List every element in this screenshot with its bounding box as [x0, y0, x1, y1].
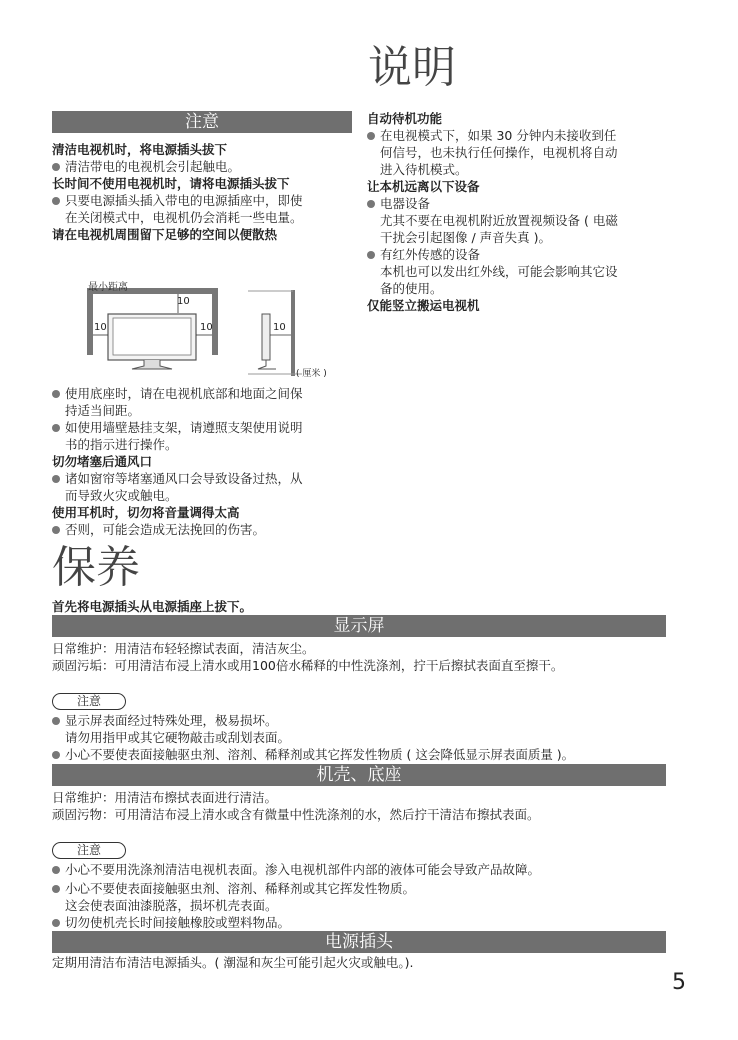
clearance-diagram [52, 270, 352, 380]
left-bullet-3-cont: 持适当间距。 [65, 403, 141, 418]
clearance-top-label: 10 [177, 296, 190, 307]
plug-care-text: 定期用清洁布清洁电源插头。( 潮湿和灰尘可能引起火灾或触电。). [52, 955, 414, 970]
left-heading-3: 请在电视机周围留下足够的空间以便散热 [52, 227, 278, 242]
left-bullet-4: 如使用墙壁悬挂支架，请遵照支架使用说明 [52, 419, 303, 436]
screen-daily-care: 日常维护：用清洁布轻轻擦试表面，清洁灰尘。 [52, 641, 315, 656]
left-heading-2: 长时间不使用电视机时，请将电源插头拔下 [52, 176, 290, 191]
plug-section-bar: 电源插头 [52, 931, 666, 953]
bullet-icon [52, 475, 60, 483]
left-heading-5: 使用耳机时，切勿将音量调得太高 [52, 505, 240, 520]
right-heading-1: 自动待机功能 [367, 111, 443, 126]
left-heading-1: 清洁电视机时，将电源插头拔下 [52, 142, 228, 157]
right-bullet-3-cont1: 本机也可以发出红外线，可能会影响其它设 [380, 264, 618, 279]
bullet-icon [367, 132, 375, 140]
right-bullet-3: 有红外传感的设备 [367, 246, 480, 263]
cabinet-caution-label: 注意 [52, 842, 126, 859]
screen-caution-label: 注意 [52, 693, 126, 710]
bullet-icon [52, 424, 60, 432]
left-bullet-6: 否则，可能会造成无法挽回的伤害。 [52, 521, 265, 538]
cabinet-daily-care: 日常维护：用清洁布擦拭表面进行清洁。 [52, 790, 278, 805]
bullet-icon [52, 885, 60, 893]
right-bullet-2: 电器设备 [367, 195, 430, 212]
right-bullet-2-cont1: 尤其不要在电视机附近放置视频设备 ( 电磁 [380, 213, 618, 228]
cabinet-section-bar: 机壳、底座 [52, 764, 666, 786]
right-bullet-1-cont2: 进入待机模式。 [380, 162, 468, 177]
unit-label: ( 厘米 ) [296, 369, 327, 379]
bullet-icon [52, 163, 60, 171]
left-bullet-2: 只要电源插头插入带电的电源插座中，即使 [52, 192, 303, 209]
left-bullet-4-cont: 书的指示进行操作。 [65, 437, 178, 452]
screen-stubborn-dirt: 顽固污垢：可用清洁布浸上清水或用100倍水稀释的中性洗涤剂，拧干后擦拭表面直至擦干。 [52, 658, 564, 673]
page-title-maintenance: 保养 [52, 542, 140, 593]
bullet-icon [52, 717, 60, 725]
cabinet-stubborn-dirt: 顽固污物：可用清洁布浸上清水或含有微量中性洗涤剂的水，然后拧干清洁布擦拭表面。 [52, 807, 540, 822]
left-bullet-1: 清洁带电的电视机会引起触电。 [52, 158, 240, 175]
right-heading-2: 让本机远离以下设备 [367, 179, 480, 194]
cabinet-caution-1: 小心不要用洗涤剂清洁电视机表面。渗入电视机部件内部的液体可能会导致产品故障。 [52, 861, 540, 878]
bullet-icon [52, 751, 60, 759]
bullet-icon [367, 251, 375, 259]
bullet-icon [52, 866, 60, 874]
min-distance-label: 最小距离 [88, 282, 128, 293]
screen-caution-1-cont: 请勿用指甲或其它硬物敲击或刮划表面。 [65, 730, 291, 745]
left-bullet-2-cont: 在关闭模式中，电视机仍会消耗一些电量。 [65, 210, 303, 225]
bullet-icon [52, 197, 60, 205]
right-heading-3: 仅能竖立搬运电视机 [367, 298, 480, 313]
clearance-left-label: 10 [94, 322, 107, 333]
cabinet-caution-2: 小心不要使表面接触驱虫剂、溶剂、稀释剂或其它挥发性物质。 [52, 880, 415, 897]
bullet-icon [52, 526, 60, 534]
bullet-icon [52, 390, 60, 398]
bullet-icon [52, 919, 60, 927]
right-bullet-3-cont2: 备的使用。 [380, 281, 443, 296]
left-bullet-5: 诸如窗帘等堵塞通风口会导致设备过热，从 [52, 470, 303, 487]
page-title-explanation: 说明 [368, 42, 456, 93]
cabinet-caution-2-cont: 这会使表面油漆脱落，损坏机壳表面。 [65, 898, 278, 913]
maintenance-intro: 首先将电源插头从电源插座上拔下。 [52, 599, 253, 614]
right-bullet-1: 在电视模式下，如果 30 分钟内未接收到任 [367, 127, 616, 144]
clearance-side-label: 10 [273, 322, 286, 333]
screen-caution-1: 显示屏表面经过特殊处理，极易损坏。 [52, 712, 278, 729]
screen-caution-2: 小心不要使表面接触驱虫剂、溶剂、稀释剂或其它挥发性物质 ( 这会降低显示屏表面质量 )。 [52, 746, 574, 763]
left-bullet-5-cont: 而导致火灾或触电。 [65, 488, 178, 503]
cabinet-caution-3: 切勿使机壳长时间接触橡胶或塑料物品。 [52, 914, 290, 931]
clearance-right-label: 10 [200, 322, 213, 333]
left-bullet-3: 使用底座时，请在电视机底部和地面之间保 [52, 385, 303, 402]
screen-section-bar: 显示屏 [52, 615, 666, 637]
bullet-icon [367, 200, 375, 208]
notice-bar: 注意 [52, 111, 352, 133]
left-heading-4: 切勿堵塞后通风口 [52, 454, 153, 469]
right-bullet-2-cont2: 干扰会引起图像 / 声音失真 )。 [380, 230, 552, 245]
right-bullet-1-cont1: 何信号，也未执行任何操作，电视机将自动 [380, 145, 618, 160]
page-number: 5 [672, 970, 686, 995]
